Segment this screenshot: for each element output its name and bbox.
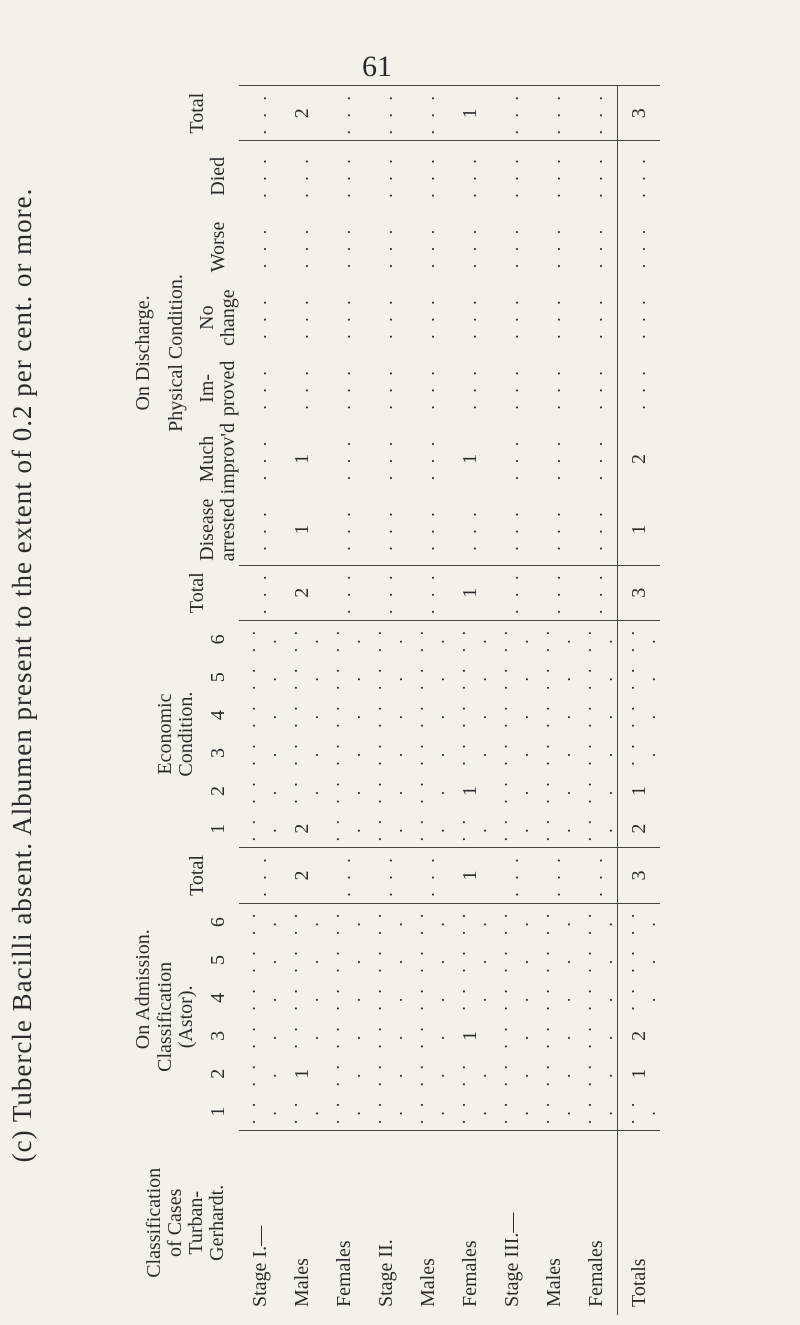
- value-cell: . . .: [323, 815, 364, 842]
- header-blank: [132, 565, 155, 848]
- value-cell: . . .: [407, 702, 448, 728]
- value-cell: . . .: [459, 367, 480, 410]
- value-cell: 2: [618, 424, 661, 495]
- value-cell: . . .: [618, 658, 661, 696]
- header-astor-col: 6: [206, 917, 229, 928]
- value-cell: . . .: [449, 702, 490, 728]
- value-cell: 3: [618, 86, 661, 141]
- header-physical-col: No change: [196, 289, 239, 346]
- header-total: Total: [185, 92, 208, 134]
- value-cell: . . .: [575, 620, 618, 658]
- value-cell: . . .: [543, 508, 564, 551]
- value-cell: . . .: [365, 141, 407, 212]
- value-cell: . . .: [365, 815, 406, 842]
- value-cell: . . .: [618, 282, 661, 353]
- header-physical-col: Much improv'd: [196, 422, 239, 495]
- value-cell: . . .: [375, 437, 396, 481]
- value-cell: 1: [449, 565, 491, 620]
- header-physical: Physical Condition.: [164, 274, 187, 432]
- value-cell: . . .: [407, 903, 449, 941]
- value-cell: . . .: [407, 1060, 448, 1087]
- value-cell: . . .: [618, 903, 661, 941]
- value-cell: . . .: [239, 620, 281, 658]
- value-cell: . . .: [239, 848, 281, 903]
- value-cell: . . .: [491, 985, 532, 1011]
- value-cell: . . .: [491, 565, 533, 620]
- value-cell: 3: [618, 848, 661, 903]
- value-cell: . . .: [543, 296, 564, 339]
- value-cell: . . .: [575, 947, 616, 973]
- value-cell: . . .: [365, 86, 407, 141]
- value-cell: . . .: [323, 86, 365, 141]
- value-cell: . . .: [459, 225, 480, 269]
- value-cell: . . .: [407, 815, 448, 842]
- value-cell: 1: [618, 772, 661, 810]
- header-economic-col: 1: [206, 823, 229, 834]
- value-cell: . . .: [533, 1060, 574, 1087]
- table-row: [365, 86, 407, 1316]
- value-cell: . . .: [239, 1060, 280, 1087]
- value-cell: . . .: [281, 1023, 322, 1049]
- value-cell: . . .: [281, 903, 323, 941]
- table-row: [618, 86, 661, 1316]
- value-cell: 2: [290, 823, 313, 834]
- value-cell: . . .: [281, 985, 322, 1011]
- value-cell: . . .: [533, 815, 574, 842]
- value-cell: . . .: [281, 778, 322, 804]
- value-cell: . . .: [365, 1023, 406, 1049]
- value-cell: . . .: [333, 508, 354, 551]
- value-cell: . . .: [449, 815, 490, 842]
- header-economic-col: 3: [206, 748, 229, 759]
- value-cell: . . .: [491, 778, 532, 804]
- table-caption: (c) Tubercle Bacilli absent. Albumen present to the extent of 0.2 per cent. or more.: [7, 187, 37, 1163]
- value-cell: . . .: [491, 815, 532, 842]
- value-cell: . . .: [533, 903, 575, 941]
- value-cell: . . .: [575, 664, 616, 690]
- value-cell: . . .: [575, 141, 618, 212]
- row-label: Totals: [618, 1131, 661, 1315]
- value-cell: . . .: [618, 941, 661, 979]
- value-cell: . . .: [323, 141, 365, 212]
- value-cell: . . .: [407, 620, 449, 658]
- value-cell: 3: [618, 565, 661, 620]
- value-cell: . . .: [365, 903, 407, 941]
- value-cell: . . .: [459, 508, 480, 551]
- value-cell: . . .: [449, 740, 490, 766]
- value-cell: . . .: [449, 903, 491, 941]
- value-cell: 1: [458, 454, 481, 465]
- value-cell: . . .: [239, 141, 281, 212]
- table-row: [239, 86, 281, 1316]
- value-cell: . . .: [407, 740, 448, 766]
- header-blank: [132, 86, 155, 141]
- value-cell: . . .: [249, 508, 270, 551]
- table-row: [407, 86, 449, 1316]
- value-cell: . . .: [239, 985, 280, 1011]
- value-cell: . . .: [323, 985, 364, 1011]
- value-cell: 2: [618, 810, 661, 848]
- value-cell: . . .: [491, 848, 533, 903]
- table-row: [491, 86, 533, 1316]
- value-cell: . . .: [239, 947, 280, 973]
- value-cell: . . .: [239, 86, 281, 141]
- header-physical-col: Worse: [206, 221, 229, 273]
- value-cell: 1: [618, 494, 661, 565]
- value-cell: . . .: [281, 740, 322, 766]
- value-cell: . . .: [449, 947, 490, 973]
- value-cell: . . .: [407, 1023, 448, 1049]
- value-cell: . . .: [618, 141, 661, 212]
- value-cell: . . .: [501, 296, 522, 339]
- header-economic-col: 2: [206, 785, 229, 796]
- value-cell: . . .: [239, 1098, 280, 1125]
- value-cell: . . .: [575, 778, 616, 804]
- value-cell: . . .: [501, 508, 522, 551]
- value-cell: . . .: [575, 86, 618, 141]
- value-cell: . . .: [365, 947, 406, 973]
- value-cell: . . .: [281, 141, 323, 212]
- value-cell: . . .: [491, 702, 532, 728]
- value-cell: 1: [290, 1068, 313, 1079]
- value-cell: 1: [449, 86, 491, 141]
- value-cell: . . .: [575, 1023, 616, 1049]
- value-cell: . . .: [585, 225, 606, 269]
- value-cell: . . .: [449, 664, 490, 690]
- value-cell: . . .: [459, 296, 480, 339]
- header-economic-col: 4: [206, 710, 229, 721]
- value-cell: . . .: [323, 620, 365, 658]
- row-label: Stage III.—: [491, 1131, 533, 1315]
- value-cell: . . .: [575, 848, 618, 903]
- value-cell: . . .: [533, 620, 575, 658]
- value-cell: . . .: [323, 702, 364, 728]
- header-physical-col: Disease arrested: [196, 498, 239, 562]
- value-cell: . . .: [239, 565, 281, 620]
- value-cell: . . .: [533, 947, 574, 973]
- value-cell: . . .: [323, 740, 364, 766]
- value-cell: . . .: [501, 225, 522, 269]
- value-cell: . . .: [501, 437, 522, 481]
- value-cell: . . .: [365, 740, 406, 766]
- value-cell: . . .: [585, 437, 606, 481]
- value-cell: . . .: [491, 903, 533, 941]
- value-cell: . . .: [449, 141, 491, 212]
- value-cell: . . .: [239, 740, 280, 766]
- value-cell: . . .: [533, 1098, 574, 1125]
- value-cell: . . .: [417, 367, 438, 410]
- row-label: Females: [323, 1131, 365, 1315]
- value-cell: . . .: [533, 1023, 574, 1049]
- header-astor-col: 2: [206, 1068, 229, 1079]
- value-cell: . . .: [417, 437, 438, 481]
- value-cell: 1: [618, 1055, 661, 1093]
- value-cell: . . .: [575, 565, 618, 620]
- value-cell: . . .: [323, 565, 365, 620]
- value-cell: . . .: [407, 664, 448, 690]
- value-cell: . . .: [533, 141, 575, 212]
- value-cell: . . .: [365, 620, 407, 658]
- value-cell: . . .: [417, 508, 438, 551]
- table-row: [323, 86, 365, 1316]
- value-cell: 1: [449, 848, 491, 903]
- header-physical-col: Im- proved: [196, 360, 239, 417]
- value-cell: . . .: [575, 702, 616, 728]
- row-label: Stage I.—: [239, 1131, 281, 1315]
- header-astor-col: 5: [206, 955, 229, 966]
- value-cell: . . .: [618, 696, 661, 734]
- value-cell: . . .: [375, 367, 396, 410]
- table-row: [575, 86, 618, 1316]
- value-cell: . . .: [585, 367, 606, 410]
- value-cell: . . .: [575, 1098, 616, 1125]
- value-cell: . . .: [618, 979, 661, 1017]
- value-cell: 1: [458, 785, 481, 796]
- value-cell: . . .: [501, 367, 522, 410]
- value-cell: . . .: [375, 296, 396, 339]
- value-cell: . . .: [239, 778, 280, 804]
- value-cell: . . .: [239, 702, 280, 728]
- header-astor-col: 4: [206, 992, 229, 1003]
- value-cell: . . .: [543, 367, 564, 410]
- header-economic-col: 5: [206, 672, 229, 683]
- value-cell: . . .: [618, 353, 661, 424]
- value-cell: . . .: [618, 212, 661, 283]
- value-cell: . . .: [239, 815, 280, 842]
- row-label: Females: [575, 1131, 618, 1315]
- value-cell: 2: [281, 565, 323, 620]
- header-on-discharge: On Discharge.: [132, 295, 154, 411]
- value-cell: . . .: [575, 903, 618, 941]
- value-cell: . . .: [543, 437, 564, 481]
- table-row: [281, 86, 323, 1316]
- header-classification: Classification of Cases Turban- Gerhardt.: [142, 1167, 228, 1278]
- header-astor: Classification (Astor).: [154, 961, 197, 1072]
- value-cell: . . .: [575, 815, 616, 842]
- value-cell: . . .: [365, 985, 406, 1011]
- header-physical-col: Died: [206, 156, 229, 196]
- value-cell: 2: [281, 86, 323, 141]
- value-cell: . . .: [323, 664, 364, 690]
- value-cell: . . .: [449, 985, 490, 1011]
- value-cell: . . .: [417, 225, 438, 269]
- value-cell: . . .: [533, 848, 575, 903]
- value-cell: . . .: [491, 664, 532, 690]
- row-label: Males: [407, 1131, 449, 1315]
- value-cell: 2: [281, 848, 323, 903]
- value-cell: . . .: [407, 141, 449, 212]
- value-cell: . . .: [333, 437, 354, 481]
- page-number: 61: [362, 50, 392, 83]
- value-cell: . . .: [323, 1060, 364, 1087]
- row-label: Stage II.: [365, 1131, 407, 1315]
- value-cell: . . .: [281, 702, 322, 728]
- value-cell: . . .: [281, 664, 322, 690]
- value-cell: . . .: [407, 86, 449, 141]
- value-cell: . . .: [249, 367, 270, 410]
- value-cell: . . .: [618, 1093, 661, 1131]
- value-cell: . . .: [407, 985, 448, 1011]
- value-cell: . . .: [239, 1023, 280, 1049]
- value-cell: . . .: [491, 86, 533, 141]
- value-cell: . . .: [365, 778, 406, 804]
- value-cell: . . .: [543, 225, 564, 269]
- value-cell: . . .: [449, 1060, 490, 1087]
- value-cell: . . .: [491, 947, 532, 973]
- value-cell: . . .: [575, 1060, 616, 1087]
- value-cell: . . .: [533, 664, 574, 690]
- value-cell: . . .: [407, 778, 448, 804]
- value-cell: . . .: [533, 565, 575, 620]
- value-cell: . . .: [533, 86, 575, 141]
- value-cell: . . .: [417, 296, 438, 339]
- value-cell: . . .: [407, 848, 449, 903]
- value-cell: . . .: [365, 1098, 406, 1125]
- statistics-table: [132, 85, 660, 1315]
- value-cell: . . .: [323, 1098, 364, 1125]
- row-label: Males: [533, 1131, 575, 1315]
- header-astor-col: 3: [206, 1030, 229, 1041]
- value-cell: . . .: [365, 848, 407, 903]
- value-cell: 1: [290, 454, 313, 465]
- header-total: Total: [185, 855, 208, 896]
- header-total: Total: [185, 572, 208, 614]
- value-cell: . . .: [533, 985, 574, 1011]
- statistics-table-rotated: [132, 85, 732, 1315]
- value-cell: . . .: [449, 1098, 490, 1125]
- header-economic: Economic Condition.: [154, 691, 197, 777]
- value-cell: . . .: [375, 225, 396, 269]
- value-cell: . . .: [491, 1060, 532, 1087]
- value-cell: . . .: [365, 702, 406, 728]
- value-cell: . . .: [323, 848, 365, 903]
- value-cell: . . .: [333, 367, 354, 410]
- value-cell: . . .: [323, 778, 364, 804]
- value-cell: 1: [458, 1030, 481, 1041]
- value-cell: . . .: [249, 225, 270, 269]
- value-cell: . . .: [618, 734, 661, 772]
- value-cell: . . .: [249, 296, 270, 339]
- value-cell: . . .: [533, 702, 574, 728]
- value-cell: . . .: [375, 508, 396, 551]
- value-cell: . . .: [491, 740, 532, 766]
- value-cell: . . .: [365, 565, 407, 620]
- row-label: Females: [449, 1131, 491, 1315]
- value-cell: . . .: [407, 947, 448, 973]
- table-row: [533, 86, 575, 1316]
- value-cell: . . .: [281, 947, 322, 973]
- header-economic-col: 6: [206, 634, 229, 645]
- value-cell: . . .: [281, 1098, 322, 1125]
- value-cell: . . .: [323, 947, 364, 973]
- value-cell: . . .: [575, 985, 616, 1011]
- value-cell: . . .: [575, 740, 616, 766]
- value-cell: . . .: [585, 508, 606, 551]
- value-cell: . . .: [323, 1023, 364, 1049]
- table-row: [449, 86, 491, 1316]
- value-cell: . . .: [533, 778, 574, 804]
- value-cell: . . .: [281, 620, 323, 658]
- value-cell: . . .: [491, 141, 533, 212]
- value-cell: . . .: [365, 664, 406, 690]
- value-cell: . . .: [618, 620, 661, 658]
- value-cell: . . .: [249, 437, 270, 481]
- value-cell: . . .: [585, 296, 606, 339]
- value-cell: 2: [618, 1017, 661, 1055]
- value-cell: . . .: [239, 903, 281, 941]
- value-cell: . . .: [365, 1060, 406, 1087]
- value-cell: . . .: [491, 1098, 532, 1125]
- value-cell: . . .: [491, 620, 533, 658]
- value-cell: . . .: [239, 664, 280, 690]
- value-cell: . . .: [407, 565, 449, 620]
- row-label: Males: [281, 1131, 323, 1315]
- value-cell: . . .: [333, 225, 354, 269]
- value-cell: . . .: [291, 296, 312, 339]
- value-cell: . . .: [291, 225, 312, 269]
- value-cell: . . .: [491, 1023, 532, 1049]
- value-cell: 1: [290, 524, 313, 535]
- value-cell: . . .: [533, 740, 574, 766]
- value-cell: . . .: [333, 296, 354, 339]
- value-cell: . . .: [291, 367, 312, 410]
- header-on-admission: On Admission.: [132, 929, 154, 1050]
- value-cell: . . .: [323, 903, 365, 941]
- value-cell: . . .: [449, 620, 491, 658]
- value-cell: . . .: [407, 1098, 448, 1125]
- header-astor-col: 1: [206, 1106, 229, 1117]
